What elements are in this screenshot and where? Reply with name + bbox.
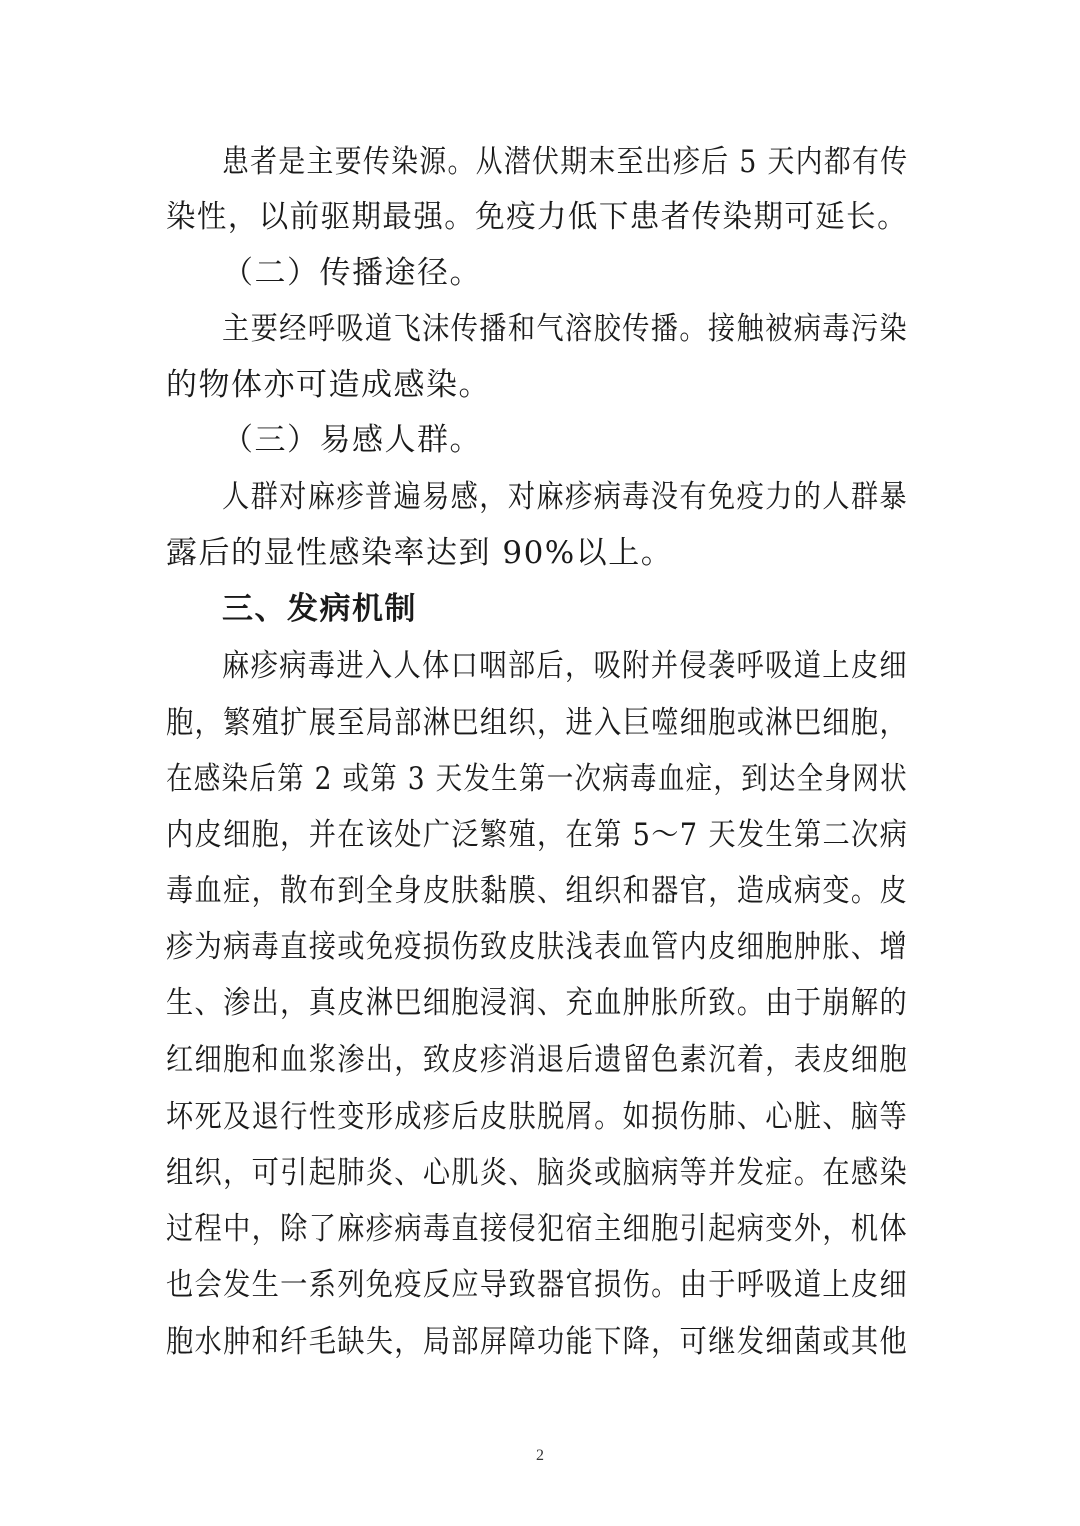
body-text-line: 在感染后第 2 或第 3 天发生第一次病毒血症，到达全身网状 — [166, 761, 908, 797]
body-text-line: 主要经呼吸道飞沫传播和气溶胶传播。接触被病毒污染 — [222, 311, 909, 347]
section-heading: 三、发病机制 — [222, 591, 417, 627]
body-text-line: 毒血症，散布到全身皮肤黏膜、组织和器官，造成病变。皮 — [166, 873, 908, 909]
body-text-line: 内皮细胞，并在该处广泛繁殖，在第 5～7 天发生第二次病 — [166, 817, 909, 853]
body-text-line: 患者是主要传染源。从潜伏期末至出疹后 5 天内都有传 — [222, 144, 909, 180]
page-number: 2 — [536, 1447, 544, 1464]
body-text-line: 过程中，除了麻疹病毒直接侵犯宿主细胞引起病变外，机体 — [166, 1211, 908, 1247]
section-subheading: （二）传播途径。 — [222, 255, 482, 291]
body-text-line: 坏死及退行性变形成疹后皮肤脱屑。如损伤肺、心脏、脑等 — [166, 1099, 908, 1135]
section-subheading: （三）易感人群。 — [222, 422, 482, 458]
body-text-line: 的物体亦可造成感染。 — [166, 367, 491, 403]
body-text-line: 胞水肿和纤毛缺失，局部屏障功能下降，可继发细菌或其他 — [166, 1324, 908, 1360]
body-text-line: 红细胞和血浆渗出，致皮疹消退后遗留色素沉着，表皮细胞 — [166, 1042, 908, 1078]
body-text-line: 组织，可引起肺炎、心肌炎、脑炎或脑病等并发症。在感染 — [166, 1155, 908, 1191]
body-text-line: 染性，以前驱期最强。免疫力低下患者传染期可延长。 — [166, 199, 909, 235]
body-text-line: 人群对麻疹普遍易感，对麻疹病毒没有免疫力的人群暴 — [222, 479, 909, 515]
body-text-line: 也会发生一系列免疫反应导致器官损伤。由于呼吸道上皮细 — [166, 1267, 908, 1303]
body-text-line: 疹为病毒直接或免疫损伤致皮肤浅表血管内皮细胞肿胀、增 — [166, 929, 908, 965]
body-text-line: 麻疹病毒进入人体口咽部后，吸附并侵袭呼吸道上皮细 — [222, 648, 909, 684]
body-text-line: 胞，繁殖扩展至局部淋巴组织，进入巨噬细胞或淋巴细胞， — [166, 705, 908, 741]
body-text-line: 露后的显性感染率达到 90%以上。 — [166, 535, 674, 571]
body-text-line: 生、渗出，真皮淋巴细胞浸润、充血肿胀所致。由于崩解的 — [166, 985, 908, 1021]
